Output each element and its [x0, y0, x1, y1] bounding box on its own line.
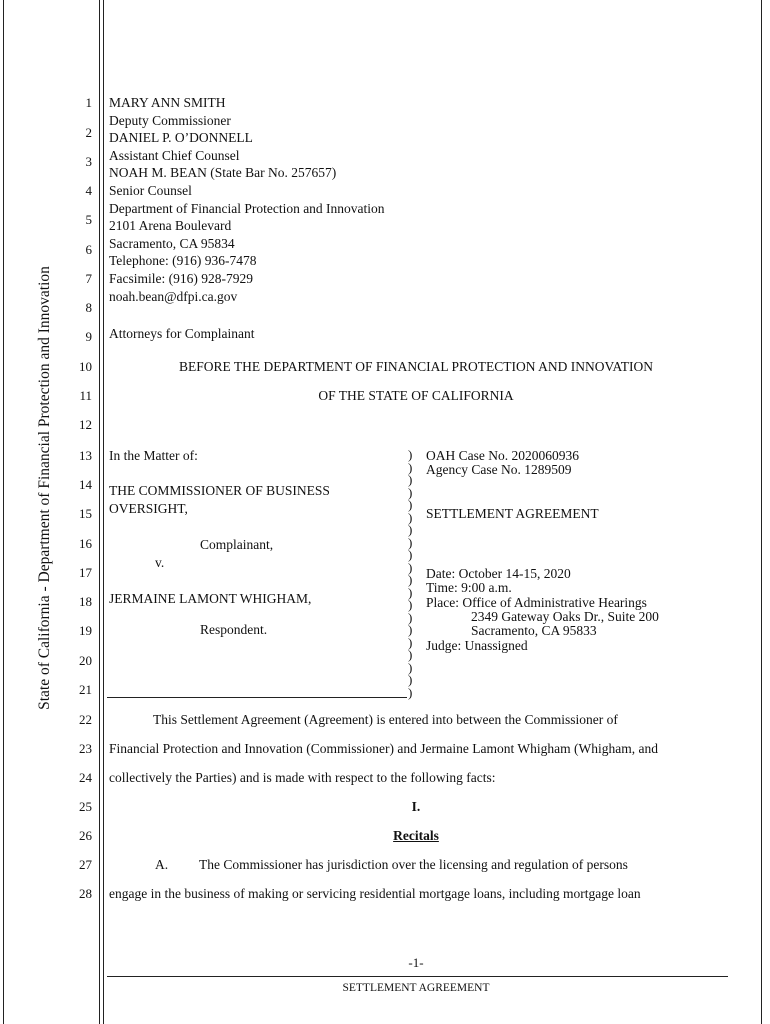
line-number: 20: [79, 653, 92, 668]
heading-state: OF THE STATE OF CALIFORNIA: [318, 388, 514, 403]
section-number: I.: [411, 799, 421, 814]
hearing-place: Place: Office of Administrative Hearings: [426, 595, 647, 610]
line-number: 8: [85, 300, 92, 315]
line-number: 6: [85, 242, 92, 257]
line-number: 4: [85, 183, 92, 198]
line-number: 16: [79, 536, 92, 551]
line-number: 17: [79, 565, 92, 580]
side-label: State of California - Department of Financial Protection and Innovation: [36, 266, 53, 710]
line-number: 3: [85, 154, 92, 169]
body-line-22: This Settlement Agreement (Agreement) is entered into between the Commissioner of: [153, 712, 618, 727]
line-number: 2: [85, 125, 92, 140]
paragraph-a-line-1: The Commissioner has jurisdiction over the licensing and regulation of persons: [199, 857, 628, 872]
line-number: 11: [79, 388, 92, 403]
attorney-block-line: Assistant Chief Counsel: [109, 147, 240, 163]
line-number: 28: [79, 886, 92, 901]
attorney-block-line: MARY ANN SMITH: [109, 95, 226, 110]
respondent-role: Respondent.: [200, 622, 268, 637]
attorney-block-line: Facsimile: (916) 928-7929: [109, 271, 253, 286]
section-title: Recitals: [393, 828, 439, 843]
hearing-place-address: 2349 Gateway Oaks Dr., Suite 200: [471, 609, 659, 624]
line-number: 7: [85, 271, 92, 286]
right-margin-rule: [761, 0, 762, 1024]
hearing-place-city: Sacramento, CA 95833: [471, 623, 597, 638]
caption-parentheses: ) ) ) ) ) ) ) ) ) ) ) ) ) ) ) ) ) ) ) ): [408, 447, 413, 700]
attorney-block-line: 2101 Arena Boulevard: [109, 218, 232, 234]
attorney-block-line: Deputy Commissioner: [109, 112, 231, 128]
line-number-rule-left: [99, 0, 100, 1024]
respondent-name: JERMAINE LAMONT WHIGHAM,: [109, 591, 312, 606]
line-number: 1: [85, 95, 92, 110]
oah-case-number: OAH Case No. 2020060936: [426, 448, 579, 463]
attorney-block-line: NOAH M. BEAN (State Bar No. 257657): [109, 165, 337, 181]
attorney-block-line: Telephone: (916) 936-7478: [109, 253, 257, 269]
complainant-role: Complainant,: [200, 537, 274, 552]
line-number-rule-right: [103, 0, 104, 1024]
agency-case-number: Agency Case No. 1289509: [426, 462, 572, 477]
body-line-24: collectively the Parties) and is made with respect to the following facts:: [109, 770, 496, 785]
paragraph-a-label: A.: [155, 857, 169, 872]
line-number: 26: [79, 828, 92, 843]
line-number: 25: [79, 799, 92, 814]
attorney-block-line: DANIEL P. O’DONNELL: [109, 130, 253, 146]
line-number: 24: [79, 770, 92, 785]
caption-underline: [107, 697, 407, 698]
footer-title: SETTLEMENT AGREEMENT: [342, 982, 490, 994]
line-number: 27: [79, 857, 92, 872]
line-number: 19: [79, 623, 92, 638]
document-title: SETTLEMENT AGREEMENT: [426, 506, 599, 521]
hearing-time: Time: 9:00 a.m.: [426, 580, 512, 595]
heading-department: BEFORE THE DEPARTMENT OF FINANCIAL PROTECTION AND INNOVATION: [178, 359, 654, 374]
complainant-name-line-1: THE COMMISSIONER OF BUSINESS: [109, 483, 330, 498]
hearing-date: Date: October 14-15, 2020: [426, 566, 571, 581]
page-number: -1-: [408, 955, 424, 970]
attorney-block-line: Sacramento, CA 95834: [109, 235, 235, 251]
attorney-block-line: Senior Counsel: [109, 183, 192, 198]
attorney-block-line: noah.bean@dfpi.ca.gov: [109, 288, 238, 304]
paragraph-a-line-2: engage in the business of making or servicing residential mortgage loans, including mortgage loan: [109, 886, 641, 901]
line-number: 23: [79, 741, 92, 756]
line-number: 21: [79, 682, 92, 697]
line-number: 18: [79, 594, 92, 609]
line-number: 9: [85, 329, 92, 344]
versus: v.: [155, 555, 165, 570]
attorneys-for: Attorneys for Complainant: [109, 326, 255, 341]
line-number: 5: [85, 212, 92, 227]
complainant-name-line-2: OVERSIGHT,: [109, 501, 188, 516]
attorney-block-line: Department of Financial Protection and Innovation: [109, 200, 385, 216]
in-the-matter: In the Matter of:: [109, 448, 198, 463]
footer-rule: [107, 976, 728, 977]
line-number: 15: [79, 506, 92, 521]
line-number: 12: [79, 417, 92, 432]
line-number: 10: [79, 359, 92, 374]
body-line-23: Financial Protection and Innovation (Commissioner) and Jermaine Lamont Whigham (Whigham, and: [109, 741, 658, 756]
line-number: 13: [79, 448, 92, 463]
line-number: 22: [79, 712, 92, 727]
line-number: 14: [79, 477, 92, 492]
left-margin-rule: [3, 0, 4, 1024]
hearing-judge: Judge: Unassigned: [426, 638, 528, 653]
